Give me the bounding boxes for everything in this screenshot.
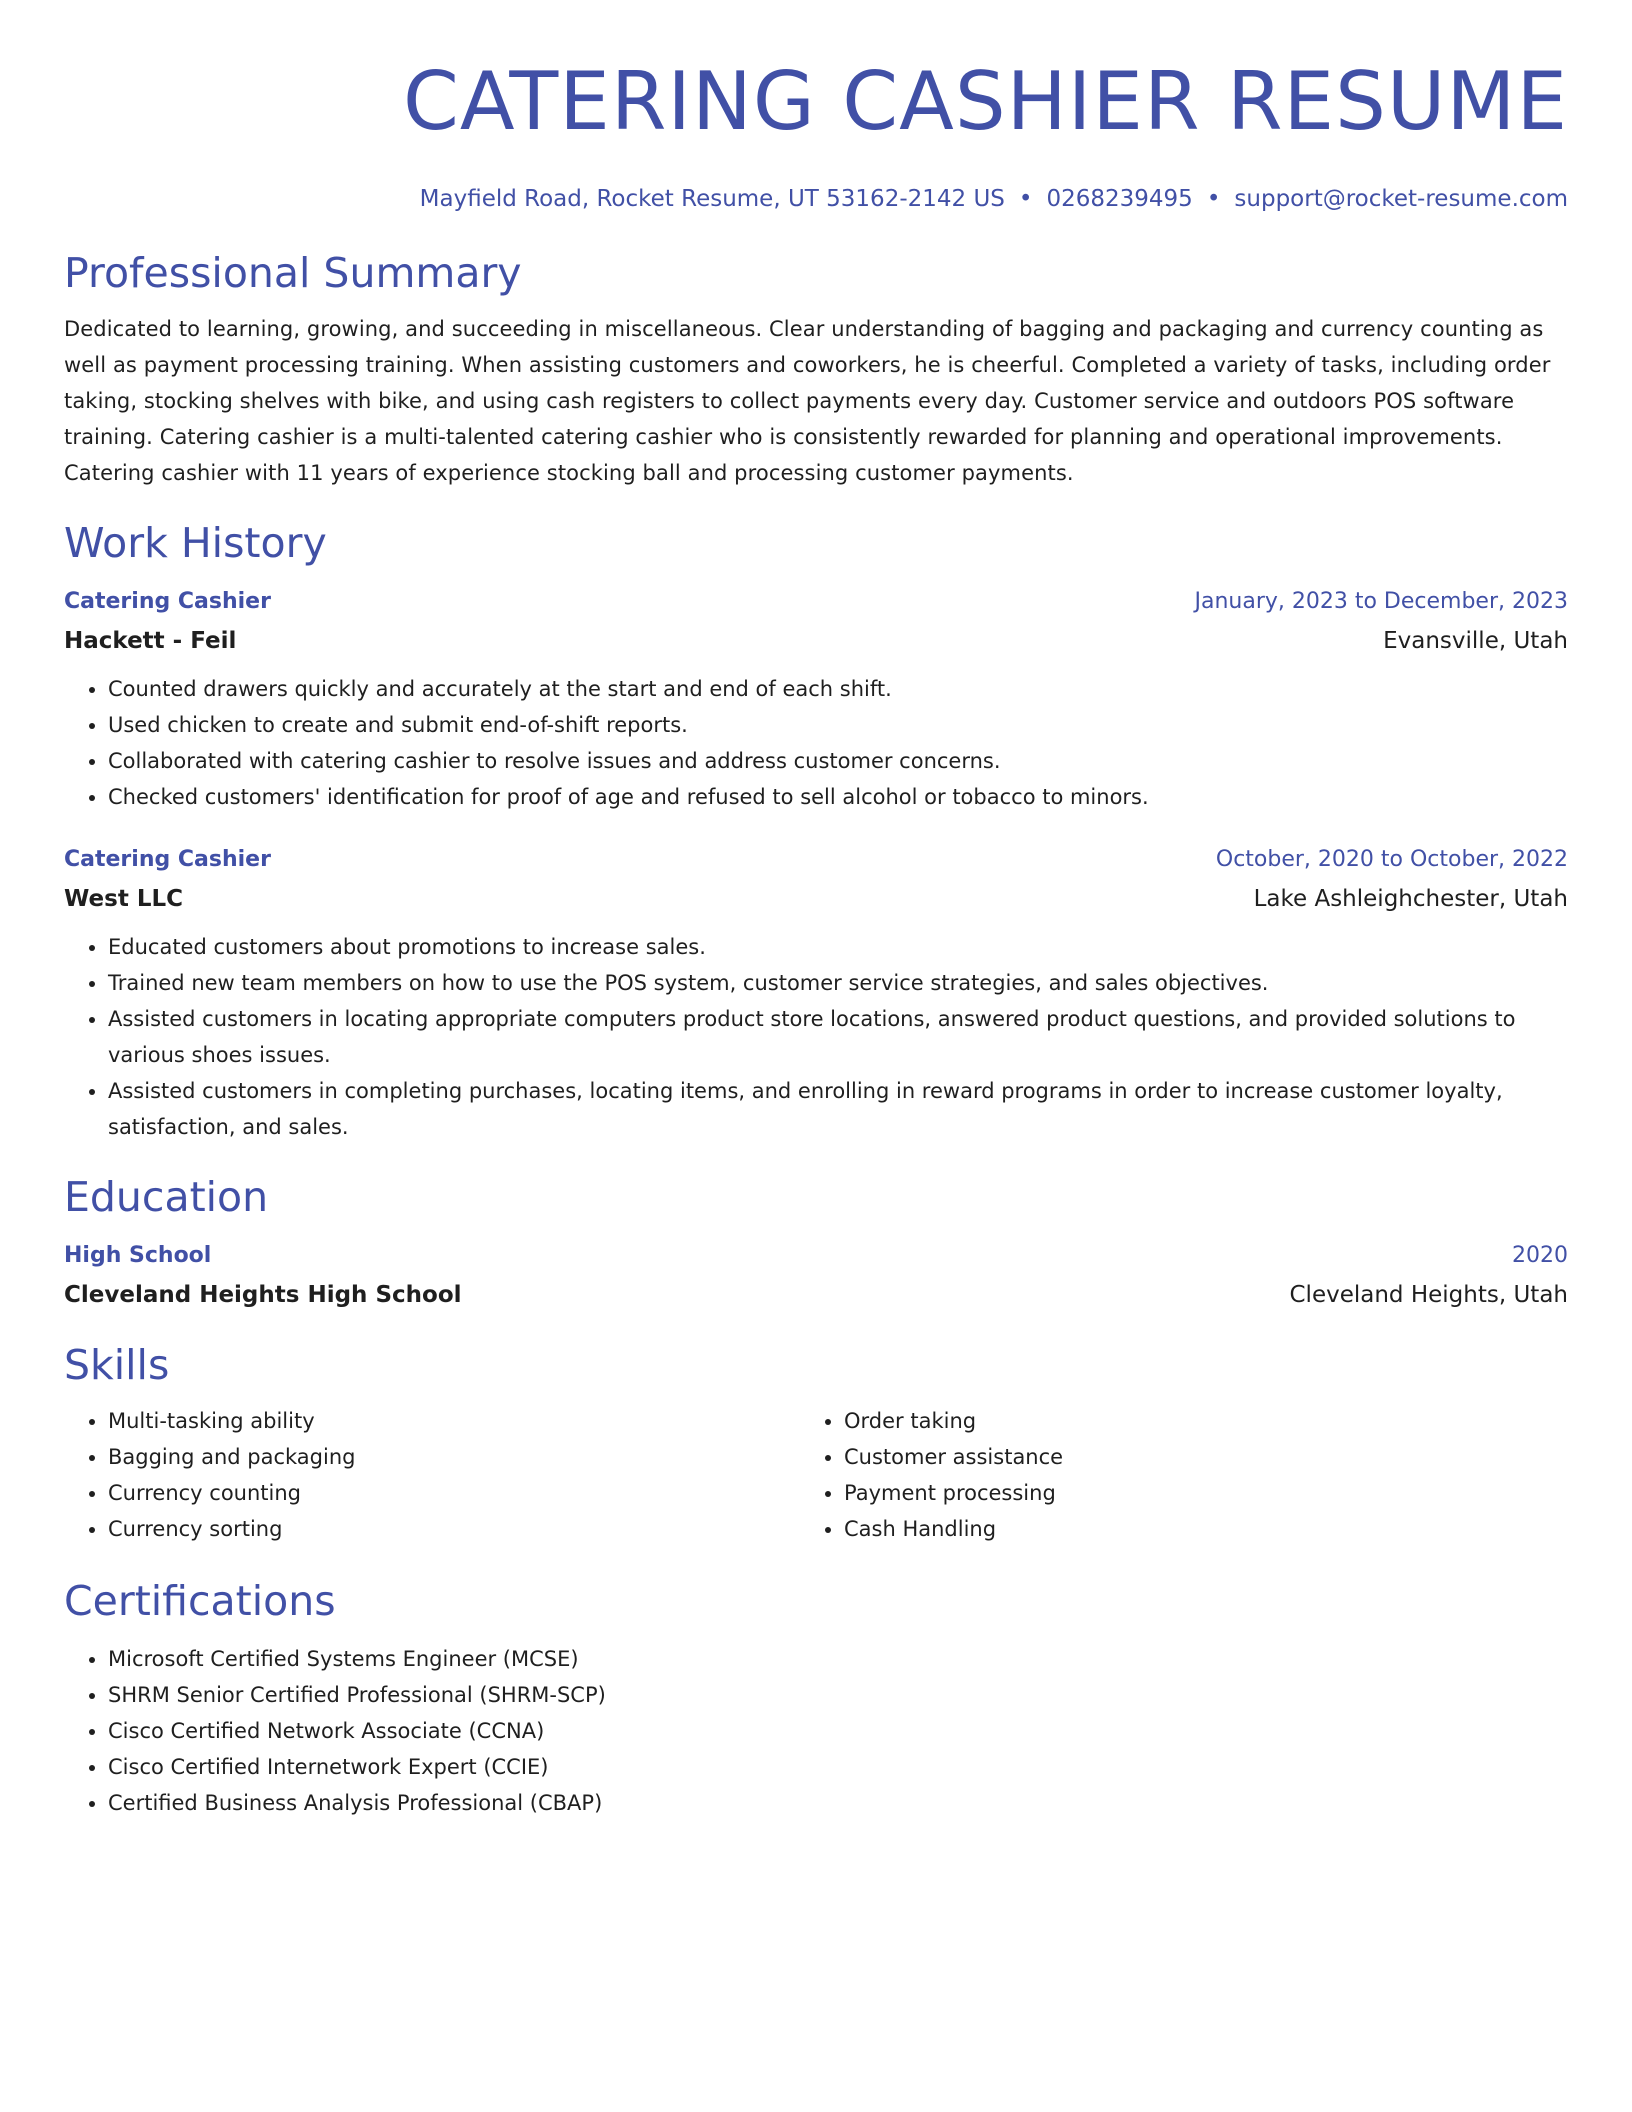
education-subheader [64, 1279, 1568, 1311]
skill-item: • Bagging and packaging [108, 1439, 800, 1475]
education-header [64, 1241, 1568, 1271]
education-entry [64, 1241, 1568, 1311]
skills-column-left [64, 1403, 800, 1547]
job-location: Lake Ashleighchester, Utah [1253, 886, 1568, 912]
contact-address: Mayfield Road, Rocket Resume, UT 53162-2142 US [419, 186, 1005, 212]
skill-item: • Order taking [844, 1403, 1568, 1439]
job-entry [64, 845, 1568, 1145]
resume-title: CATERING CASHIER RESUME [403, 55, 1568, 148]
contact-separator: • [1018, 186, 1033, 212]
contact-phone: 0268239495 [1046, 186, 1193, 212]
education-degree: High School [64, 1243, 212, 1268]
job-dates: January, 2023 to December, 2023 [1194, 589, 1568, 614]
certifications-list [64, 1641, 1568, 1821]
job-bullet: • Collaborated with catering cashier to resolve issues and address customer concerns. [108, 743, 1568, 779]
skills-heading: Skills [64, 1341, 170, 1389]
skill-item: • Customer assistance [844, 1439, 1568, 1475]
work-history-heading: Work History [64, 519, 327, 567]
skill-item: • Multi-tasking ability [108, 1403, 800, 1439]
contact-email: support@rocket-resume.com [1234, 186, 1568, 212]
certification-item: • Microsoft Certified Systems Engineer (MCSE) [108, 1641, 1568, 1677]
skill-item: • Cash Handling [844, 1511, 1568, 1547]
certification-item: • Cisco Certified Internetwork Expert (CCIE) [108, 1749, 1568, 1785]
education-year: 2020 [1512, 1243, 1568, 1268]
education-location: Cleveland Heights, Utah [1289, 1282, 1568, 1308]
certification-item: • Certified Business Analysis Professional (CBAP) [108, 1785, 1568, 1821]
education-heading: Education [64, 1173, 269, 1221]
job-subheader [64, 625, 1568, 657]
skills-list [64, 1403, 1568, 1547]
job-bullet: • Trained new team members on how to use the POS system, customer service strategies, and sales objectives. [108, 965, 1568, 1001]
job-entry [64, 587, 1568, 815]
certification-item: • Cisco Certified Network Associate (CCNA) [108, 1713, 1568, 1749]
job-company: West LLC [64, 886, 184, 912]
job-bullet: • Checked customers' identification for proof of age and refused to sell alcohol or tobacco to minors. [108, 779, 1568, 815]
skill-item: • Currency sorting [108, 1511, 800, 1547]
job-bullet: • Used chicken to create and submit end-of-shift reports. [108, 707, 1568, 743]
job-bullet: • Educated customers about promotions to increase sales. [108, 929, 1568, 965]
job-bullet: • Assisted customers in locating appropriate computers product store locations, answered product questions, and provided solutions to various shoes issues. [108, 1001, 1568, 1073]
job-header [64, 587, 1568, 617]
contact-separator: • [1206, 186, 1221, 212]
job-location: Evansville, Utah [1383, 628, 1568, 654]
certification-item: • SHRM Senior Certified Professional (SHRM-SCP) [108, 1677, 1568, 1713]
summary-heading: Professional Summary [64, 249, 522, 297]
skill-item: • Payment processing [844, 1475, 1568, 1511]
job-title: Catering Cashier [64, 847, 271, 872]
job-company: Hackett - Feil [64, 628, 237, 654]
job-bullets [64, 671, 1568, 815]
job-dates: October, 2020 to October, 2022 [1215, 847, 1568, 872]
education-school: Cleveland Heights High School [64, 1282, 462, 1308]
job-bullet: • Assisted customers in completing purchases, locating items, and enrolling in reward programs in order to increase customer loyalty, satisfaction, and sales. [108, 1073, 1568, 1145]
certifications-heading: Certifications [64, 1577, 336, 1625]
skills-column-right [800, 1403, 1568, 1547]
summary-text: Dedicated to learning, growing, and succeeding in miscellaneous. Clear understanding of bagging and packaging and currency counting as well as payment processing training. When assisting customers and coworkers, he is cheerful. Completed a variety of tasks, including order taking, stocking shelves with bike, and using cash registers to collect payments every day. Customer service and outdoors POS software training. Catering cashier is a multi-talented catering cashier who is consistently rewarded for planning and operational improvements. Catering cashier with 11 years of experience stocking ball and processing customer payments. [64, 317, 1551, 485]
job-title: Catering Cashier [64, 589, 271, 614]
job-bullet: • Counted drawers quickly and accurately at the start and end of each shift. [108, 671, 1568, 707]
job-header [64, 845, 1568, 875]
contact-line [64, 184, 1568, 214]
job-bullets [64, 929, 1568, 1145]
skill-item: • Currency counting [108, 1475, 800, 1511]
job-subheader [64, 883, 1568, 915]
